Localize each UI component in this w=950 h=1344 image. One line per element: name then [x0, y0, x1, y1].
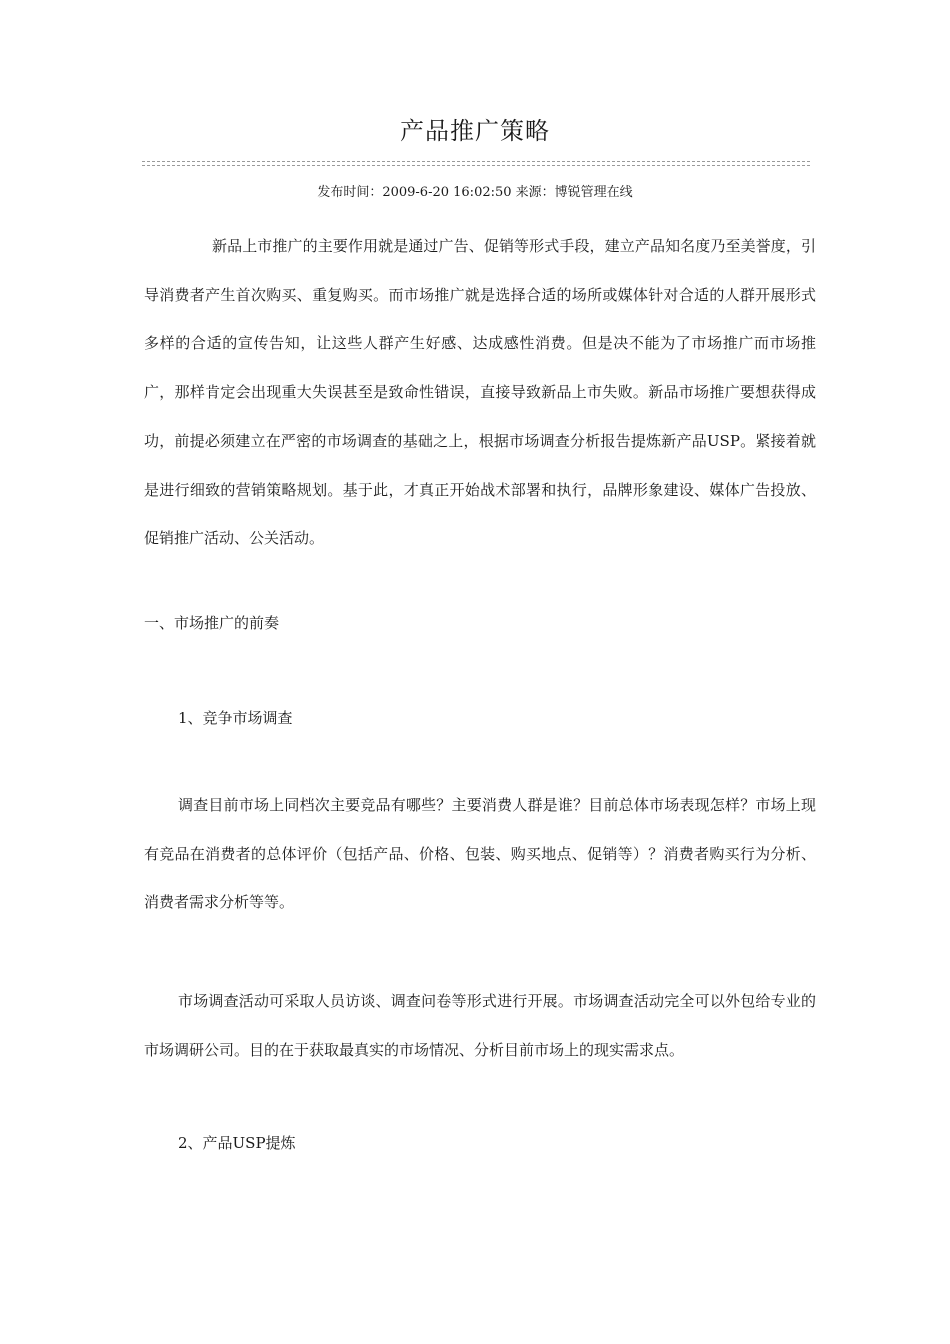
competition-paragraph-1: 调查目前市场上同档次主要竞品有哪些？主要消费人群是谁？目前总体市场表现怎样？市场上现有竞品在消费者的总体评价（包括产品、价格、包装、购买地点、促销等）？消费者购买行为分析、消费者需求分析等等。	[144, 796, 816, 912]
intro-paragraph: 新品上市推广的主要作用就是通过广告、促销等形式手段，建立产品知名度乃至美誉度，引导消费者产生首次购买、重复购买。而市场推广就是选择合适的场所或媒体针对合适的人群开展形式多样的合适的宣传告知，让这些人群产生好感、达成感性消费。但是决不能为了市场推广而市场推广，那样肯定会出现重大失误甚至是致命性错误，直接导致新品上市失败。新品市场推广要想获得成功，前提必须建立在严密的市场调查的基础之上，根据市场调查分析报告提炼新产品USP。紧接着就是进行细致的营销策略规划。基于此，才真正开始战术部署和执行，品牌形象建设、媒体广告投放、促销推广活动、公关活动。	[144, 237, 816, 548]
competition-paragraph-2: 市场调查活动可采取人员访谈、调查问卷等形式进行开展。市场调查活动完全可以外包给专业的市场调研公司。目的在于获取最真实的市场情况、分析目前市场上的现实需求点。	[144, 992, 816, 1059]
title-divider	[142, 161, 810, 166]
article-title: 产品推广策略	[400, 117, 550, 145]
subsection-heading-usp: 2、产品USP提炼	[178, 1134, 296, 1152]
section-heading: 一、市场推广的前奏	[144, 614, 280, 632]
subsection-heading-competition: 1、竞争市场调查	[178, 709, 293, 727]
article-meta: 发布时间：2009-6-20 16:02:50 来源：博锐管理在线	[317, 185, 633, 200]
